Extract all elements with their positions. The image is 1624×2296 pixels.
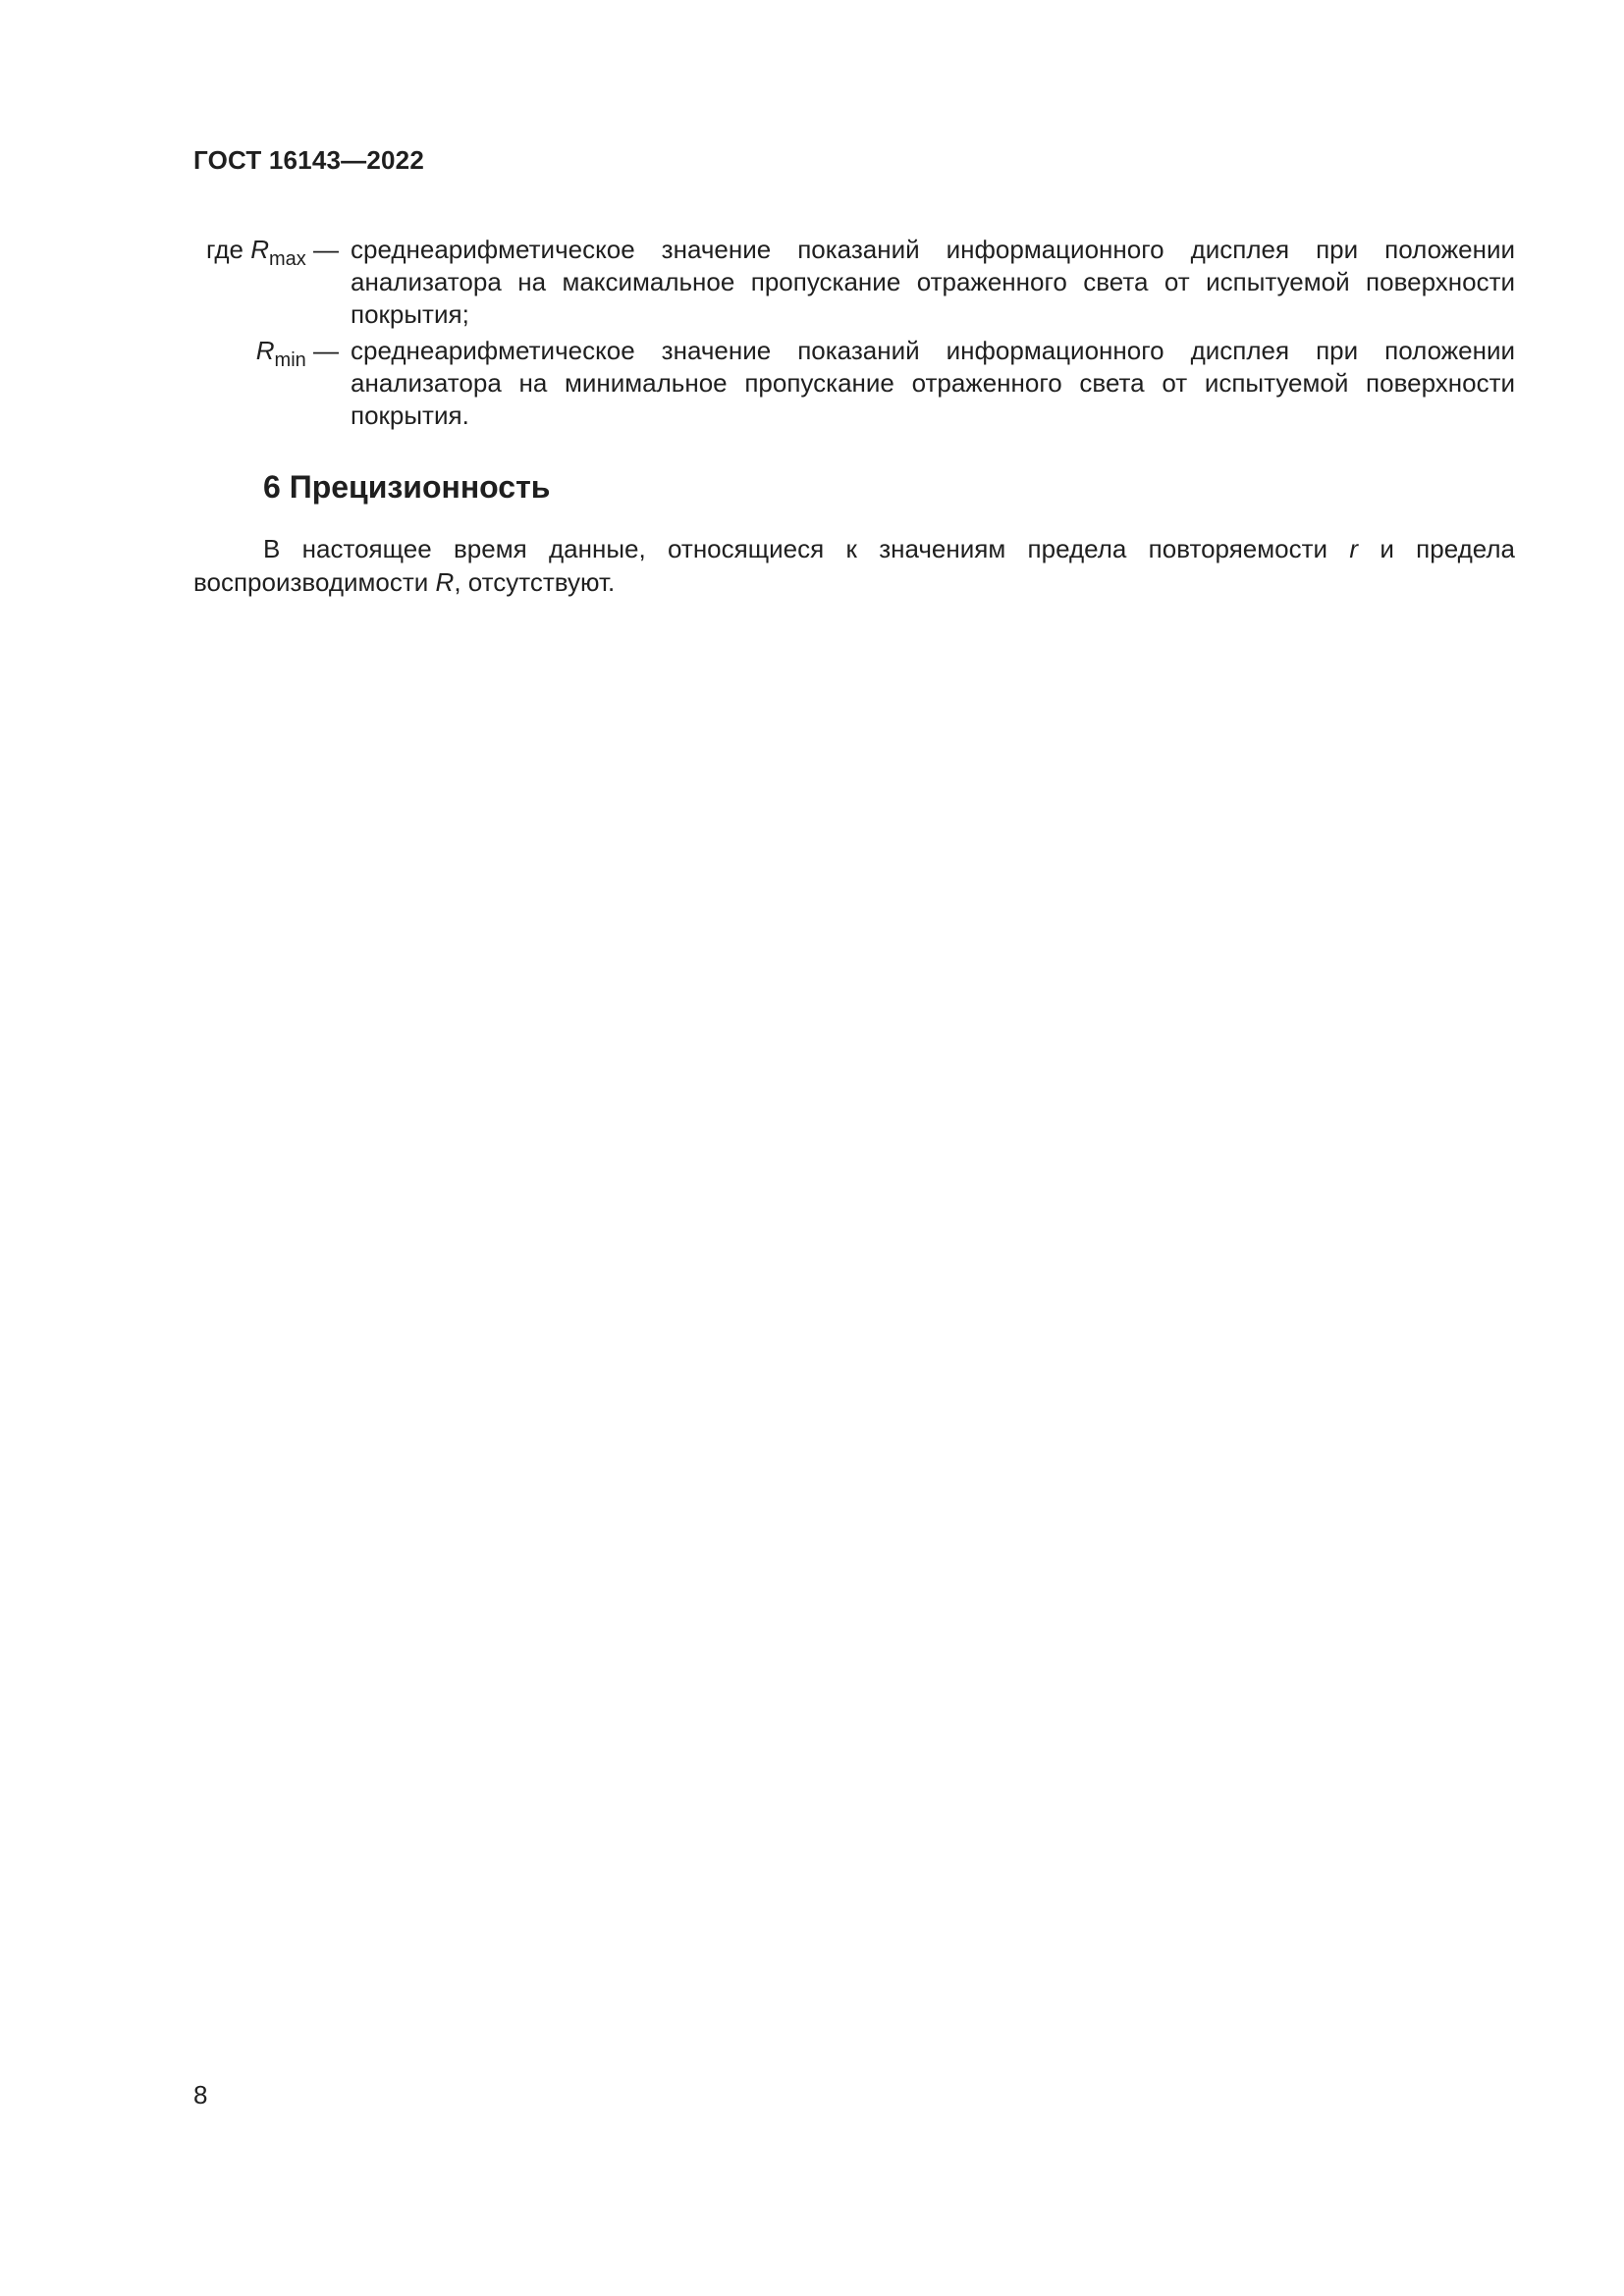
section-title: 6 Прецизионность xyxy=(263,469,551,505)
definition-text: среднеарифметическое значение показаний информационного дисплея при положении анализатора на минимальное пропускание отраженного света от испытуемой поверхности покрытия. xyxy=(351,336,1515,430)
paragraph-part1: В настоящее время данные, относящиеся к значениям предела повторяемости xyxy=(263,534,1350,563)
symbol-r: R xyxy=(250,235,269,264)
definition-dash: — xyxy=(305,336,339,365)
page-number: 8 xyxy=(193,2080,208,2109)
symbol-subscript: min xyxy=(274,349,306,371)
paragraph-part2: и предела воспроизводимости xyxy=(193,534,1515,597)
definition-term xyxy=(193,234,351,331)
definition-rmin xyxy=(193,335,1515,432)
definition-dash: — xyxy=(305,235,339,264)
symbol-r-lower: r xyxy=(1349,534,1358,563)
symbol-r-upper: R xyxy=(435,567,455,597)
document-header: ГОСТ 16143—2022 xyxy=(193,145,424,175)
definition-term xyxy=(193,335,351,432)
symbol-r: R xyxy=(255,336,275,365)
definition-rmax xyxy=(193,234,1515,331)
definitions-list xyxy=(193,234,1515,436)
section-paragraph xyxy=(193,532,1515,599)
symbol-subscript: max xyxy=(268,248,306,270)
definition-prefix: где xyxy=(206,235,251,264)
paragraph-part3: , отсутствуют. xyxy=(454,567,616,597)
definition-text: среднеарифметическое значение показаний информационного дисплея при положении анализатора на максимальное пропускание отраженного света от испытуемой поверхности покрытия; xyxy=(351,235,1515,329)
